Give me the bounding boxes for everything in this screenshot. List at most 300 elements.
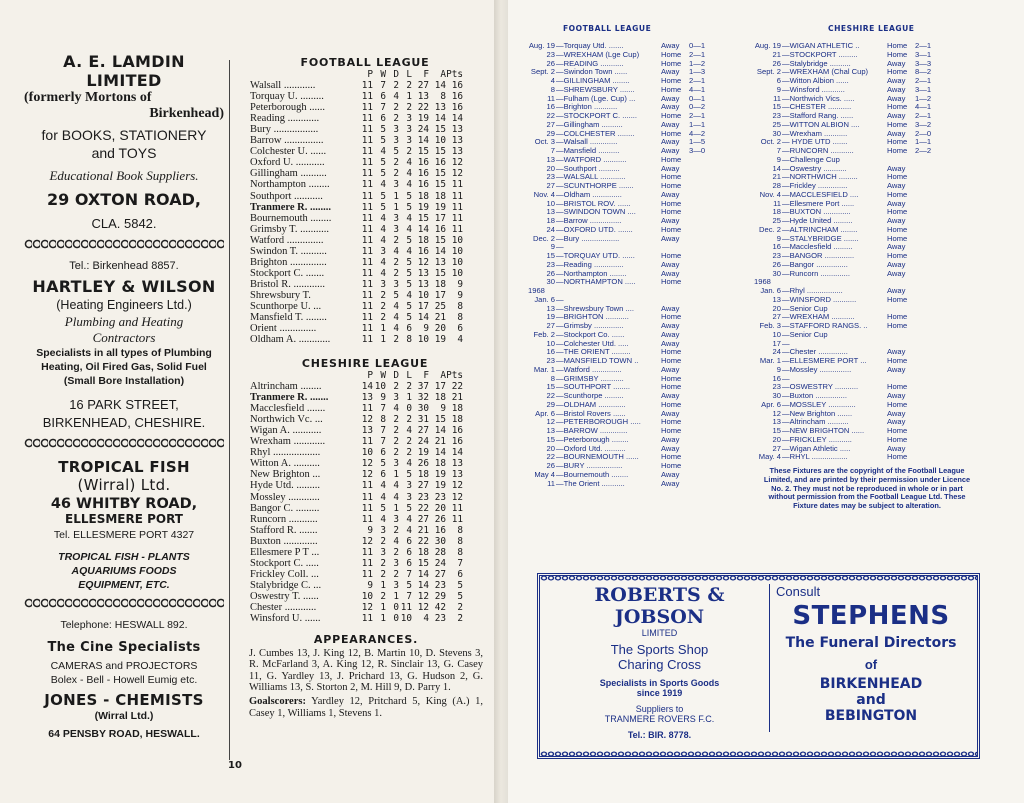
fixture-date: 22	[546, 391, 555, 400]
fixture-score	[689, 305, 711, 314]
fixture-venue: Home	[661, 224, 682, 234]
fixture-opponent	[782, 278, 887, 287]
fixture-opponent: —CHESTER ...........	[782, 103, 852, 112]
fixture-score	[689, 480, 711, 489]
fixture-date: 15	[546, 434, 555, 444]
fixture-venue: Away	[661, 478, 680, 488]
fixture-score	[915, 305, 937, 314]
fixture-opponent: —BRIGHTON ...........	[556, 313, 629, 322]
stat-cell: 15	[434, 179, 446, 191]
stat-cell: 2	[380, 568, 386, 580]
fixture-date: 6	[776, 76, 781, 85]
fixture-score	[689, 156, 711, 165]
team-name: Chester ............	[250, 601, 317, 613]
wavy-divider	[24, 598, 224, 608]
stat-cell: 26	[417, 458, 429, 470]
fixture-opponent: —PETERBOROUGH .....	[556, 418, 641, 427]
fixture-score: 2—1	[915, 111, 932, 120]
hartley-address-1: 16 PARK STREET,	[69, 397, 179, 412]
page-number: 10	[228, 760, 242, 771]
fixture-date: 18	[772, 207, 781, 217]
football-league-title: FOOTBALL LEAGUE	[300, 56, 430, 69]
fixture-date: Aug. 19	[754, 41, 781, 50]
stat-cell: 7	[380, 436, 386, 448]
fixture-venue: Away	[661, 41, 680, 50]
appearances-text: J. Cumbes 13, J. King 12, B. Martin 10, D. Stevens 3, R. McFarland 3, A. King 12, R. Sinclair 13, G. Casey 11, G. Yardley 13, J. Prichard 13, G. Hudson 2, G. Williams 13, S. Storton 2, M. Hill 9, D. Parry 1.	[249, 647, 483, 694]
fixture-score: 3—1	[915, 84, 932, 94]
fixture-opponent: —Reading ..............	[556, 260, 624, 269]
stat-cell: 13	[434, 256, 446, 268]
fixture-date: 26	[546, 461, 555, 470]
stephens-ad	[776, 584, 966, 724]
fixture-score	[689, 261, 711, 270]
stat-cell: 8	[457, 300, 463, 312]
fixture-date: Dec. 2	[533, 233, 555, 243]
stat-cell: 4	[380, 267, 386, 279]
fixture-opponent: —Rhyl .................	[782, 287, 843, 295]
stat-cell: 20	[434, 502, 446, 514]
table-row	[250, 179, 480, 190]
fixture-date: 16	[546, 102, 555, 112]
fixture-date: 20	[546, 163, 555, 173]
stat-cell: 9	[440, 403, 446, 415]
stat-cell: 19	[417, 447, 429, 459]
column-header: P	[367, 370, 373, 381]
bottom-ad-box	[537, 573, 980, 759]
fixture-venue: Away	[887, 163, 906, 173]
stat-cell: 5	[380, 502, 386, 514]
team-name: Oldham A. ............	[250, 334, 331, 346]
cine-name: The Cine Specialists	[47, 640, 201, 655]
stat-cell: 10	[434, 135, 446, 147]
stat-cell: 16	[434, 223, 446, 235]
fixture-date: 27	[546, 119, 555, 129]
fixture-date: 21	[772, 172, 781, 182]
stat-cell: 4	[393, 312, 399, 324]
team-name: Oswestry T. ......	[250, 590, 319, 602]
fixture-opponent: —ALTRINCHAM ........	[782, 225, 858, 234]
stat-cell: 4	[393, 491, 399, 503]
table-header-row	[250, 69, 480, 80]
fixture-venue: Home	[661, 373, 682, 383]
table-row	[250, 135, 480, 146]
fixture-opponent: —OSWESTRY ...........	[782, 383, 859, 392]
fixture-date: 7	[776, 146, 781, 155]
fixture-date: 9	[776, 84, 781, 94]
team-name: Stockport C. .......	[250, 267, 325, 279]
stat-cell: 11	[361, 491, 373, 503]
table-row	[250, 447, 480, 458]
stat-cell: 1	[406, 91, 412, 103]
fixture-venue: Home	[661, 347, 682, 357]
fixture-opponent: —RUNCORN ...........	[782, 147, 854, 155]
stat-cell: 10	[361, 590, 373, 602]
fixture-opponent: —NORTHAMPTON .....	[556, 278, 636, 287]
fixture-date: 20	[772, 303, 781, 313]
stephens-sub: The Funeral Directors	[785, 635, 957, 651]
stat-cell: 11	[451, 190, 463, 202]
stat-cell: 19	[417, 201, 429, 213]
fixture-date: Feb. 3	[759, 321, 781, 330]
fixture-score: 2—0	[915, 128, 932, 138]
stat-cell: 7	[380, 102, 386, 114]
fixture-opponent: —Macclesfield .........	[782, 243, 853, 252]
cheshire-league-rows	[250, 370, 480, 624]
stat-cell: 14	[451, 113, 463, 125]
fixture-venue: Home	[661, 251, 682, 260]
stat-cell: 12	[361, 469, 373, 481]
fixture-score: 1—2	[689, 58, 706, 68]
stat-cell: 3	[393, 579, 399, 591]
fixture-score	[915, 322, 937, 331]
stat-cell: 4	[393, 245, 399, 257]
fixture-date: 25	[772, 216, 781, 225]
stat-cell: 13	[451, 458, 463, 470]
fixture-opponent: —RHYL .................	[782, 453, 848, 462]
lamdin-line-2: and TOYS	[91, 145, 157, 161]
stat-cell: 5	[380, 135, 386, 147]
team-name: Bury .................	[250, 124, 319, 136]
stat-cell: 7	[380, 425, 386, 437]
stat-cell: 16	[417, 168, 429, 180]
stat-cell: 10	[451, 256, 463, 268]
fixture-row	[752, 453, 937, 462]
team-name: Tranmere R. ........	[250, 201, 331, 213]
stat-cell: 5	[406, 190, 412, 202]
stat-cell: 6	[457, 568, 463, 580]
team-name: Hyde Utd. .........	[250, 480, 320, 492]
fixture-score	[689, 200, 711, 209]
fixture-date: 16	[772, 242, 781, 252]
stat-cell: 23	[434, 579, 446, 591]
fixture-date: 27	[546, 321, 555, 330]
fixture-date: 13	[772, 294, 781, 304]
stat-cell: 4	[406, 425, 412, 437]
stat-cell: 11	[361, 190, 373, 202]
stat-cell: 2	[380, 300, 386, 312]
fixture-score	[689, 217, 711, 226]
stat-cell: 3	[393, 212, 399, 224]
fixture-date: 10	[546, 198, 555, 208]
fixture-score	[915, 287, 937, 296]
stat-cell: 13	[417, 278, 429, 290]
fixtures-cl-title: CHESHIRE LEAGUE	[828, 24, 915, 33]
stat-cell: 13	[417, 91, 429, 103]
stat-cell: 5	[380, 157, 386, 169]
stat-cell: 11	[361, 113, 373, 125]
fixture-venue: Home	[887, 146, 908, 155]
stat-cell: 9	[380, 392, 386, 404]
fixture-venue: Away	[661, 102, 680, 112]
stat-cell: 11	[451, 201, 463, 213]
stat-cell: 6	[406, 546, 412, 558]
table-header-row	[250, 370, 480, 381]
stat-cell: 3	[406, 113, 412, 125]
fixture-score	[915, 200, 937, 209]
stat-cell: 3	[393, 392, 399, 404]
stat-cell: 2	[406, 436, 412, 448]
stat-cell: 5	[406, 278, 412, 290]
fixture-date: Dec. 2	[759, 224, 781, 234]
stat-cell: 5	[406, 256, 412, 268]
team-name: Watford ..............	[250, 234, 324, 246]
cine-tel: Telephone: HESWALL 892.	[60, 619, 188, 631]
team-name: Wrexham ............	[250, 436, 326, 448]
tropical-line-1: TROPICAL FISH - PLANTS	[58, 551, 190, 563]
fixture-score	[689, 375, 711, 384]
team-name: Tranmere R. .......	[250, 392, 329, 404]
stat-cell: 22	[417, 535, 429, 547]
fixture-venue: Home	[887, 356, 908, 365]
fixture-score	[915, 156, 937, 165]
fixture-venue	[887, 331, 915, 340]
stat-cell: 18	[451, 403, 463, 415]
table-row	[250, 290, 480, 301]
stat-cell: 32	[417, 392, 429, 404]
stat-cell: 4	[380, 256, 386, 268]
fixture-date: 8	[550, 373, 555, 383]
column-header: Pts	[446, 69, 463, 80]
fixture-date: 16	[772, 373, 781, 383]
fixture-score	[689, 165, 711, 174]
roberts-sup-1: Suppliers to	[635, 704, 684, 714]
stat-cell: 2	[393, 447, 399, 459]
fixture-opponent: —New Brighton .......	[782, 409, 853, 418]
hartley-name: HARTLEY & WILSON	[32, 277, 216, 296]
fixture-venue: Home	[661, 58, 682, 68]
fixture-venue: Home	[661, 356, 682, 365]
stat-cell: 4	[380, 234, 386, 246]
stat-cell: 11	[361, 201, 373, 213]
fixture-venue	[661, 287, 689, 296]
stat-cell: 2	[393, 436, 399, 448]
stat-cell: 18	[434, 278, 446, 290]
stat-cell: 5	[393, 146, 399, 158]
stat-cell: 2	[393, 102, 399, 114]
stat-cell: 20	[434, 323, 446, 335]
stat-cell: 11	[451, 502, 463, 514]
hartley-tel: Tel.: Birkenhead 8857.	[69, 260, 179, 272]
stat-cell: 14	[417, 579, 429, 591]
stephens-and: and	[856, 692, 886, 708]
jones-name: JONES - CHEMISTS	[44, 691, 204, 709]
fixture-venue: Away	[661, 391, 680, 400]
stat-cell: 4	[380, 223, 386, 235]
fixture-opponent: —BOURNEMOUTH ......	[556, 453, 639, 462]
table-row	[250, 124, 480, 135]
stat-cell: 1	[380, 613, 386, 625]
fixture-opponent: —Oswestry ...........	[782, 164, 847, 173]
fixture-opponent: —Mossley ...............	[782, 365, 852, 374]
fixture-score	[689, 226, 711, 235]
hartley-trade-1: Plumbing and Heating	[64, 314, 184, 329]
fixture-date: 21	[772, 49, 781, 59]
stat-cell: 18	[417, 546, 429, 558]
table-row	[250, 268, 480, 279]
stat-cell: 11	[361, 480, 373, 492]
table-row	[250, 113, 480, 124]
fixture-venue: Home	[887, 382, 908, 392]
team-name: New Brighton ...	[250, 469, 321, 481]
fixture-date: 10	[772, 329, 781, 339]
stat-cell: 9	[367, 524, 373, 536]
fixture-date: 30	[546, 277, 555, 287]
stat-cell: 17	[434, 289, 446, 301]
stat-cell: 11	[361, 312, 373, 324]
table-row	[250, 301, 480, 312]
fixture-score	[689, 191, 711, 200]
column-header: A	[440, 69, 446, 80]
fixture-venue: Home	[661, 76, 682, 85]
stat-cell: 3	[393, 513, 399, 525]
stat-cell: 15	[434, 146, 446, 158]
fixture-date: 1968	[528, 286, 545, 295]
stat-cell: 2	[406, 146, 412, 158]
fixture-venue: Away	[887, 128, 906, 138]
stat-cell: 16	[451, 436, 463, 448]
stat-cell: 11	[361, 234, 373, 246]
stat-cell: 3	[380, 278, 386, 290]
fixture-opponent: —Swindon Town ......	[556, 68, 628, 77]
team-name: Barrow ...............	[250, 135, 324, 147]
stat-cell: 2	[406, 102, 412, 114]
stat-cell: 13	[361, 425, 373, 437]
fixture-score	[915, 165, 937, 174]
table-row	[250, 80, 480, 91]
stat-cell: 2	[406, 414, 412, 426]
stat-cell: 10	[361, 447, 373, 459]
fixture-score	[915, 392, 937, 401]
stat-cell: 4	[406, 179, 412, 191]
stat-cell: 12	[361, 535, 373, 547]
team-name: Wigan A. ...........	[250, 425, 322, 437]
fixture-date: 27	[772, 312, 781, 322]
fixture-score	[689, 471, 711, 480]
fixture-opponent: —MACCLESFIELD ....	[782, 190, 859, 199]
fixture-copyright-note: These Fixtures are the copyright of the Football League Limited, and are printed by their permission under Licence No. 2. They must not be reproduced in whole or in part without permission from the Football League Ltd. These Fixture dates may be subject to alteration.	[763, 466, 971, 511]
stat-cell: 3	[406, 480, 412, 492]
stat-cell: 3	[393, 278, 399, 290]
football-league-table	[250, 56, 480, 345]
stat-cell: 11	[361, 289, 373, 301]
stat-cell: 22	[417, 502, 429, 514]
stat-cell: 0	[393, 601, 399, 613]
stat-cell: 3	[406, 124, 412, 136]
fixture-score: 3—0	[689, 146, 706, 155]
fixture-date: Nov. 4	[533, 189, 555, 199]
fixture-venue: Away	[661, 469, 680, 479]
stat-cell: 16	[451, 80, 463, 92]
stat-cell: 15	[434, 124, 446, 136]
fixture-opponent: —MOSSLEY .............	[782, 400, 856, 409]
fixtures-fl-title: FOOTBALL LEAGUE	[563, 24, 652, 33]
fixture-opponent: —NEW BRIGHTON ......	[782, 427, 865, 435]
fixture-date: 23	[546, 259, 555, 269]
stat-cell: 6	[457, 323, 463, 335]
stat-cell: 16	[451, 102, 463, 114]
stat-cell: 12	[361, 601, 373, 613]
stat-cell: 2	[393, 267, 399, 279]
fixture-score: 1—1	[689, 119, 706, 129]
fixture-opponent: —WINSFORD ...........	[782, 295, 857, 304]
table-row	[250, 235, 480, 246]
stat-cell: 23	[434, 613, 446, 625]
fixture-score	[689, 331, 711, 340]
fixture-venue: Away	[887, 242, 906, 252]
stat-cell: 26	[434, 513, 446, 525]
stat-cell: 11	[361, 256, 373, 268]
stat-cell: 11	[361, 212, 373, 224]
tropical-address-1: 46 WHITBY ROAD,	[50, 496, 198, 512]
ads-column	[24, 52, 224, 747]
fixture-score	[689, 313, 711, 322]
fixture-score	[915, 235, 937, 244]
stat-cell: 9	[457, 278, 463, 290]
stat-cell: 3	[380, 245, 386, 257]
table-row	[250, 168, 480, 179]
fixture-date: 11	[547, 478, 555, 488]
fixture-date: 13	[546, 426, 555, 435]
stat-cell: 18	[451, 414, 463, 426]
table-row	[250, 146, 480, 157]
team-name: Altrincham ........	[250, 381, 322, 393]
fixture-opponent: —WATFORD ...........	[556, 155, 627, 164]
stat-cell: 16	[417, 157, 429, 169]
fixture-opponent: —Altrincham ..........	[782, 418, 849, 427]
fixture-score	[689, 322, 711, 331]
fixture-opponent: —TORQUAY UTD. ......	[556, 252, 635, 260]
stat-cell: 15	[434, 414, 446, 426]
fixture-date: 15	[772, 102, 781, 112]
team-name: Walsall ............	[250, 80, 316, 92]
team-name: Bangor C. .........	[250, 502, 320, 514]
stat-cell: 1	[393, 190, 399, 202]
fixture-score	[915, 383, 937, 392]
fixture-date: 9	[776, 233, 781, 243]
stat-cell: 21	[451, 392, 463, 404]
stat-cell: 4	[406, 223, 412, 235]
fixture-venue: Home	[661, 277, 682, 287]
column-header: P	[367, 69, 373, 80]
stat-cell: 17	[417, 300, 429, 312]
hartley-line-3: (Small Bore Installation)	[63, 375, 185, 387]
table-row	[250, 492, 480, 503]
fixture-venue: Away	[887, 286, 906, 295]
fixture-opponent: —FRICKLEY ...........	[782, 435, 852, 444]
fixture-score	[915, 357, 937, 366]
stat-cell: 19	[434, 469, 446, 481]
fixture-score	[915, 208, 937, 217]
stat-cell: 9	[367, 579, 373, 591]
fixture-score: 0—1	[689, 41, 706, 50]
goalscorers-label: Goalscorers:	[249, 695, 306, 707]
fixture-venue: Away	[661, 443, 680, 453]
fixture-score: 1—1	[915, 137, 932, 147]
stat-cell: 14	[451, 447, 463, 459]
stat-cell: 5	[406, 469, 412, 481]
stat-cell: 3	[393, 135, 399, 147]
stat-cell: 1	[393, 201, 399, 213]
fixture-date: 11	[547, 93, 555, 103]
fixture-score	[915, 296, 937, 305]
stat-cell: 10	[374, 381, 386, 393]
fixture-opponent: —Northwich Vics. .....	[782, 94, 855, 103]
fixture-score	[915, 340, 937, 349]
stat-cell: 11	[361, 513, 373, 525]
stat-cell: 11	[451, 223, 463, 235]
fixture-score	[915, 252, 937, 261]
stat-cell: 12	[417, 256, 429, 268]
